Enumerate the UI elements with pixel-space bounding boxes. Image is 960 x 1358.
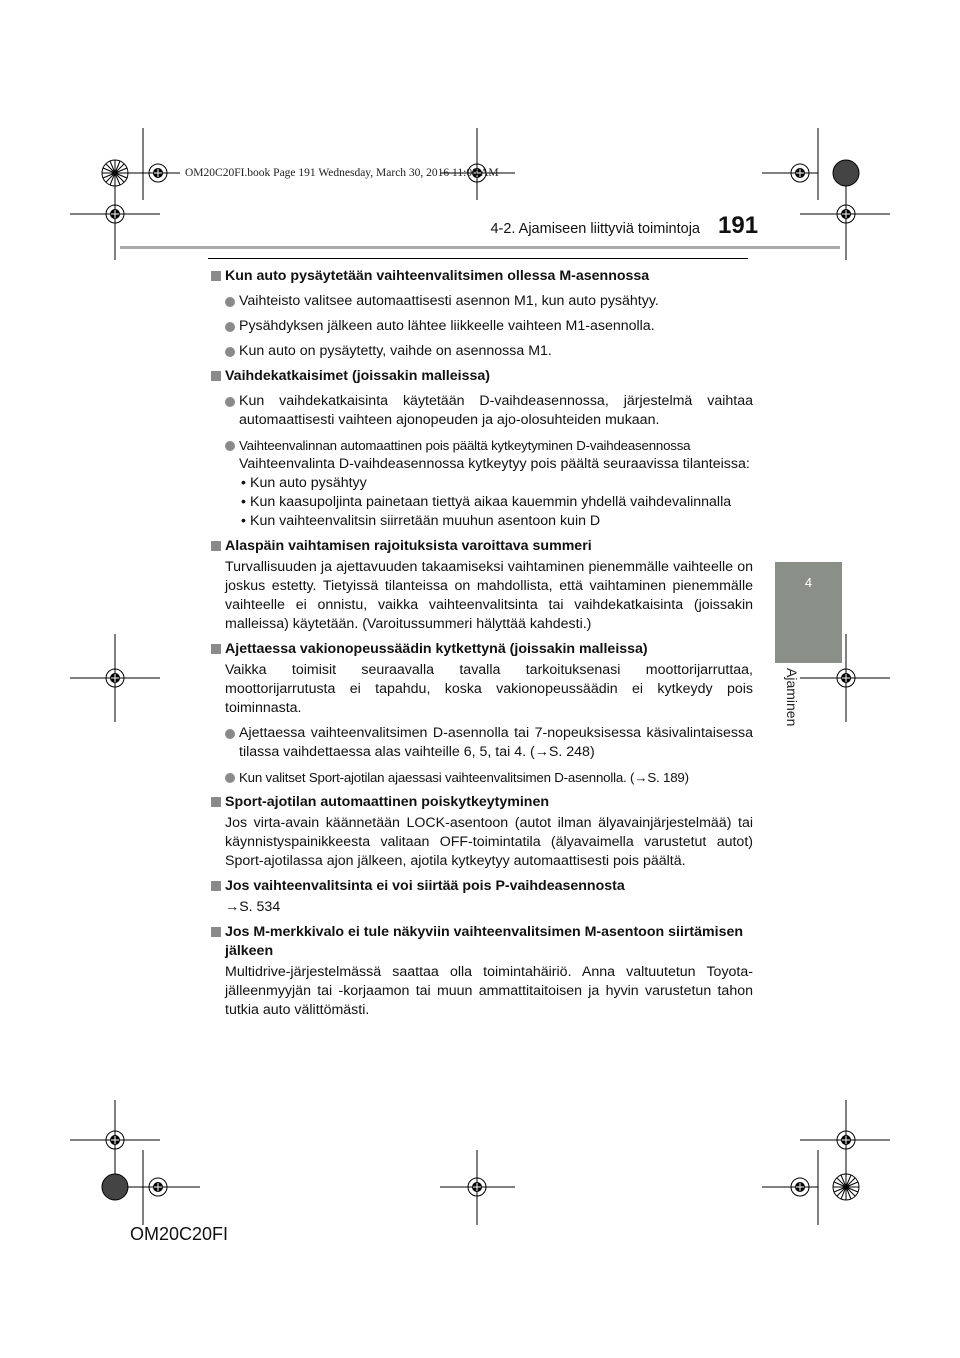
book-info-line: OM20C20FI.book Page 191 Wednesday, March 30, 2016 11:08 AM [185,167,499,179]
header-rule [208,258,748,259]
sub-list-item: • Kun vaihteenvalitsin siirretään muuhun asentoon kuin D [241,513,601,529]
section-heading: Kun auto pysäytetään vaihteenvalitsimen ollessa M-asennossa [211,267,753,286]
section-text: Jos virta-avain käännetään LOCK-asentoon (autot ilman älyavainjärjestelmää) tai käynnistyspainikkeesta valitaan OFF-toimintatila (älyavaimella varustetut autot) Sport-ajotilassa ajon jälkeen, ajotila kytkeytyy automaattisesti pois päältä. [225,815,753,869]
section-heading: Sport-ajotilan automaattinen poiskytkeytyminen [211,793,753,812]
section-heading: Vaihdekatkaisimet (joissakin malleissa) [211,367,753,386]
footer-code: OM20C20FI [130,1224,229,1244]
section-heading: Ajettaessa vakionopeussäädin kytkettynä (joissakin malleissa) [211,640,753,659]
main-content [211,267,753,1020]
page-number: 191 [718,212,759,239]
chapter-label [784,668,804,788]
bullet-item: Kun vaihdekatkaisinta käytetään D-vaihdeasennossa, järjestelmä vaihtaa automaattisesti vaihteen ajonopeuden ja ajo-olosuhteiden mukaan. [211,392,753,430]
bullet-item: Ajettaessa vaihteenvalitsimen D-asennolla tai 7-nopeuksisessa käsivalintaisessa tilassa vaihdettaessa alas vaihteille 6, 5, tai 4. (→S. 248) [211,724,753,762]
chapter-label-text: Ajaminen [784,668,800,727]
section-text: Vaikka toimisit seuraavalla tavalla tarkoituksenasi moottorijarruttaa, moottorijarrutusta ei tapahdu, koska vakionopeussäädin ei kytkeydy pois toiminnasta. [225,662,753,716]
chapter-number: 4 [804,575,813,590]
bullet-item: Kun auto on pysäytetty, vaihde on asennossa M1. [211,342,753,361]
bullet-item-text: Vaihteenvalinta D-vaihdeasennossa kytkeytyy pois päältä seuraavissa tilanteissa: [239,456,750,472]
section-heading: Jos M-merkkivalo ei tule näkyviin vaihteenvalitsimen M-asentoon siirtämisen jälkeen [211,923,753,961]
section-text: Multidrive-järjestelmässä saattaa olla toimintahäiriö. Anna valtuutetun Toyota-jälleenmyyjän tai -korjaamon tai muun ammattitaitoisen ja hyvin varustetun tahon tutkia auto välittömästi. [225,964,753,1018]
bullet-item [211,436,753,474]
header-gray-rule [120,246,840,249]
bullet-item: Kun valitset Sport-ajotilan ajaessasi vaihteenvalitsimen D-asennolla. (→S. 189) [211,768,753,787]
bullet-item-subtitle: Vaihteenvalinnan automaattinen pois päältä kytkeytyminen D-vaihdeasennossa [239,438,691,453]
section-heading: Jos vaihteenvalitsinta ei voi siirtää pois P-vaihdeasennosta [211,877,753,896]
bullet-item: Pysähdyksen jälkeen auto lähtee liikkeelle vaihteen M1-asennolla. [211,317,753,336]
bullet-item: Vaihteisto valitsee automaattisesti asennon M1, kun auto pysähtyy. [211,292,753,311]
sub-list-item: • Kun kaasupoljinta painetaan tiettyä aikaa kauemmin yhdellä vaihdevalinnalla [241,494,732,510]
page-reference: →S. 534 [225,899,281,915]
section-title: 4-2. Ajamiseen liittyviä toimintoja [490,221,700,237]
sub-list-item: • Kun auto pysähtyy [241,475,367,491]
section-heading: Alaspäin vaihtamisen rajoituksista varoittava summeri [211,537,753,556]
section-text: Turvallisuuden ja ajettavuuden takaamiseksi vaihtaminen pienemmälle vaihteelle on joskus estetty. Tietyissä tilanteissa on mahdollista, että vaihtaminen pienemmälle vaihteelle ei onnistu, vaikka vaihteenvalitsinta tai vaihdekatkaisinta (joissakin malleissa) käytetään. (Varoitussummeri hälyttää kahdesti.) [225,559,753,632]
